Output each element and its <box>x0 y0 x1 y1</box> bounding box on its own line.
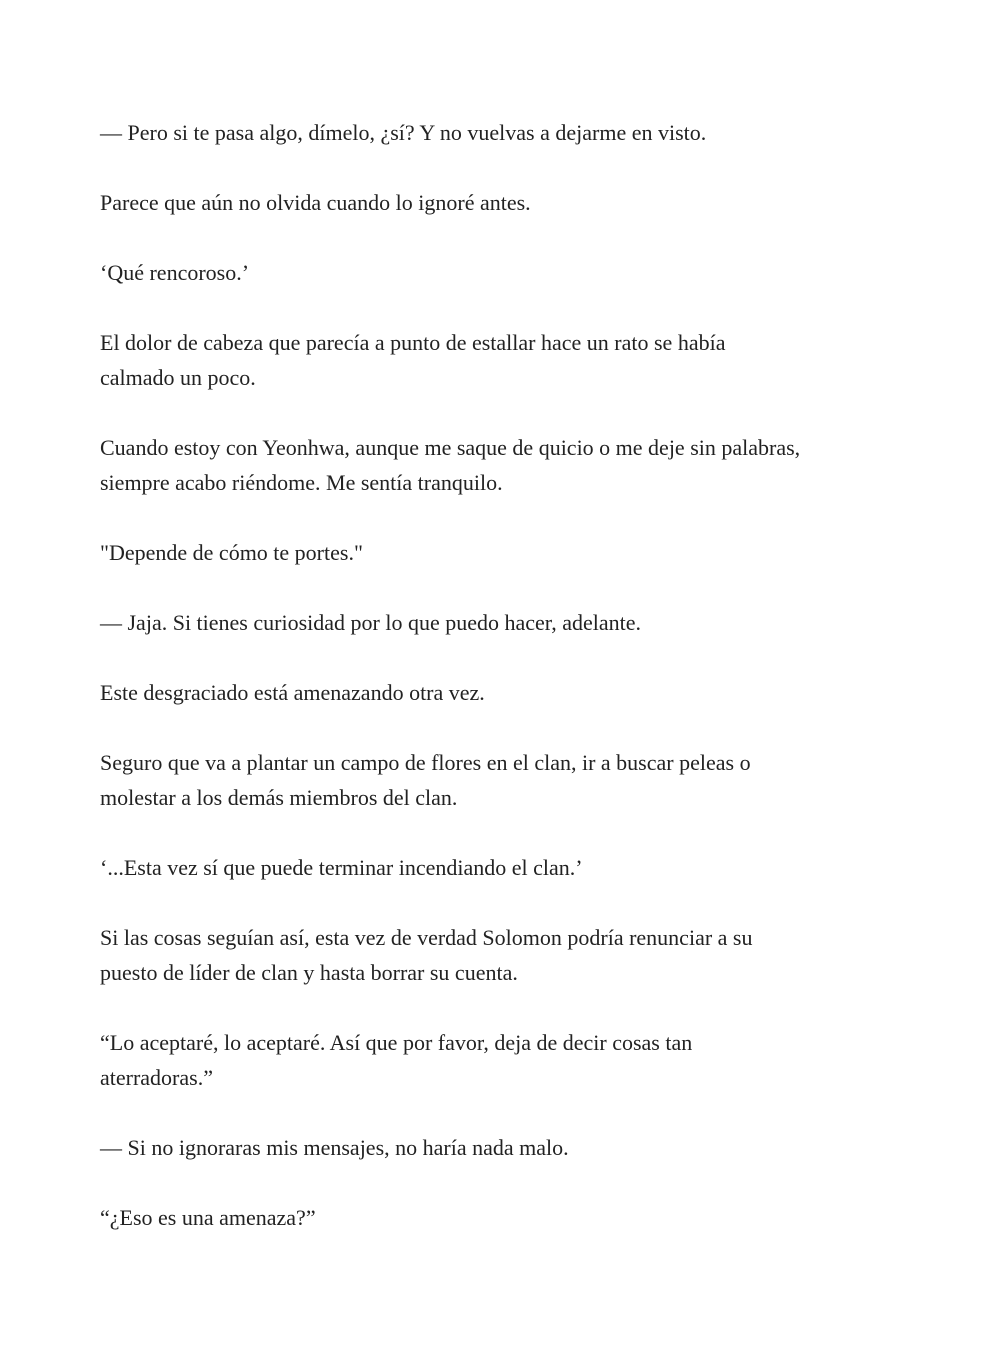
text-line: aterradoras.” <box>100 1065 213 1090</box>
paragraph <box>100 920 920 990</box>
text-line: "Depende de cómo te portes." <box>100 540 363 565</box>
text-line: ‘Qué rencoroso.’ <box>100 260 250 285</box>
text-line: Cuando estoy con Yeonhwa, aunque me saque de quicio o me deje sin palabras, <box>100 435 801 460</box>
text-line: — Jaja. Si tienes curiosidad por lo que puedo hacer, adelante. <box>100 610 641 635</box>
paragraph <box>100 1200 920 1235</box>
paragraph <box>100 1130 920 1165</box>
text-line: calmado un poco. <box>100 365 256 390</box>
paragraph <box>100 1025 920 1095</box>
text-line: El dolor de cabeza que parecía a punto de estallar hace un rato se había <box>100 330 726 355</box>
paragraph <box>100 185 920 220</box>
document-body <box>100 115 920 1270</box>
paragraph <box>100 115 920 150</box>
paragraph <box>100 605 920 640</box>
paragraph <box>100 255 920 290</box>
text-line: puesto de líder de clan y hasta borrar su cuenta. <box>100 960 518 985</box>
text-line: Si las cosas seguían así, esta vez de verdad Solomon podría renunciar a su <box>100 925 753 950</box>
paragraph <box>100 430 920 500</box>
text-line: ‘...Esta vez sí que puede terminar incendiando el clan.’ <box>100 855 583 880</box>
text-line: Seguro que va a plantar un campo de flores en el clan, ir a buscar peleas o <box>100 750 751 775</box>
paragraph <box>100 675 920 710</box>
text-line: Este desgraciado está amenazando otra vez. <box>100 680 485 705</box>
text-line: “¿Eso es una amenaza?” <box>100 1205 316 1230</box>
text-line: “Lo aceptaré, lo aceptaré. Así que por favor, deja de decir cosas tan <box>100 1030 693 1055</box>
text-line: siempre acabo riéndome. Me sentía tranquilo. <box>100 470 503 495</box>
paragraph <box>100 535 920 570</box>
paragraph <box>100 745 920 815</box>
paragraph <box>100 325 920 395</box>
paragraph <box>100 850 920 885</box>
text-line: — Pero si te pasa algo, dímelo, ¿sí? Y no vuelvas a dejarme en visto. <box>100 120 707 145</box>
text-line: molestar a los demás miembros del clan. <box>100 785 458 810</box>
text-line: — Si no ignoraras mis mensajes, no haría nada malo. <box>100 1135 569 1160</box>
text-line: Parece que aún no olvida cuando lo ignoré antes. <box>100 190 531 215</box>
